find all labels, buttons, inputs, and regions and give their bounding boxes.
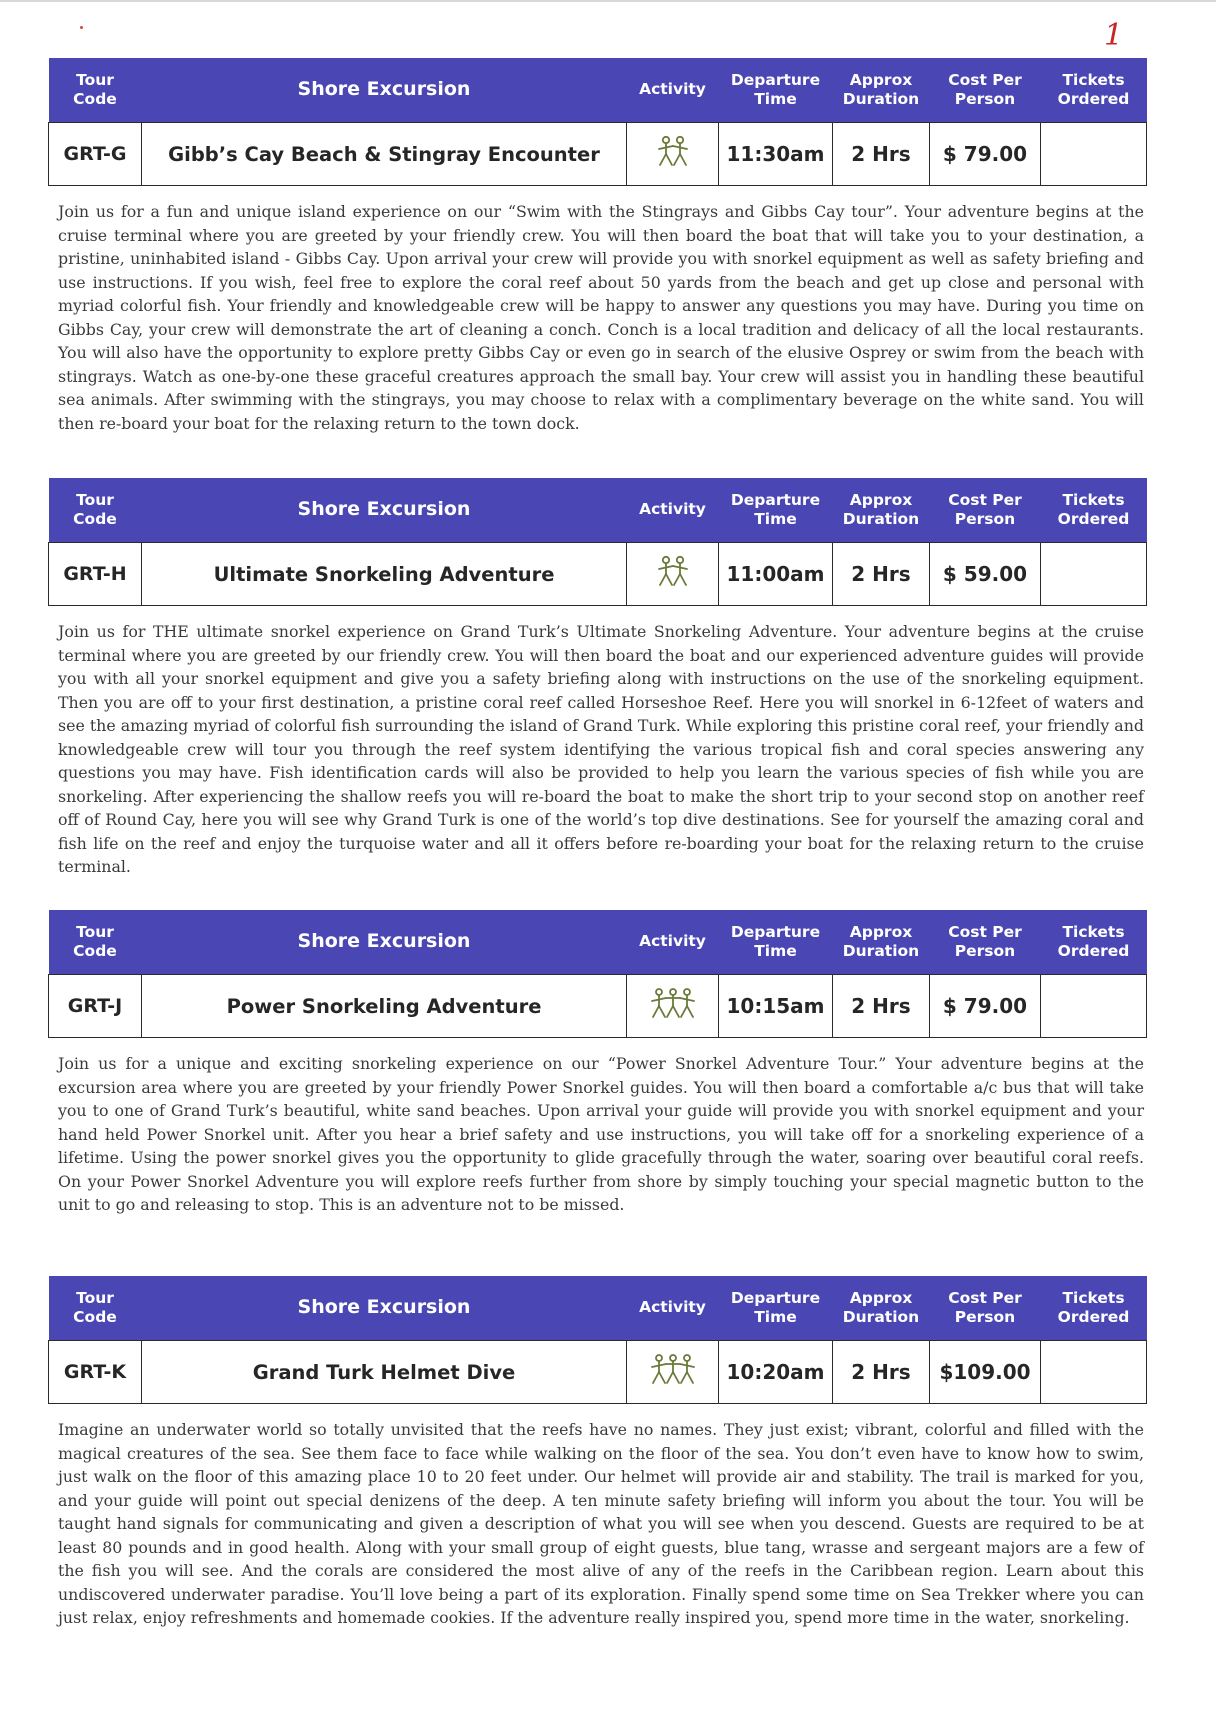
- header-cost-per-person: Cost Per Person: [930, 58, 1041, 123]
- table-row: [49, 1341, 1147, 1404]
- approx-duration: 2 Hrs: [833, 1341, 930, 1404]
- tour-section-grt-k: [48, 1276, 1146, 1630]
- scan-edge: [0, 0, 1216, 2]
- activity-cell: [627, 543, 719, 606]
- tour-section-grt-g: [48, 58, 1146, 435]
- header-activity: Activity: [627, 1276, 719, 1341]
- tour-table: [48, 910, 1147, 1038]
- tickets-ordered-field[interactable]: [1041, 975, 1147, 1038]
- header-cost-per-person: Cost Per Person: [930, 910, 1041, 975]
- departure-time: 10:20am: [719, 1341, 833, 1404]
- cost-per-person: $ 79.00: [930, 123, 1041, 186]
- header-activity: Activity: [627, 478, 719, 543]
- header-tour-code: Tour Code: [49, 910, 142, 975]
- tickets-ordered-field[interactable]: [1041, 123, 1147, 186]
- approx-duration: 2 Hrs: [833, 123, 930, 186]
- header-departure-time: Departure Time: [719, 478, 833, 543]
- tour-code: GRT-K: [49, 1341, 142, 1404]
- tour-code: GRT-H: [49, 543, 142, 606]
- table-header-row: [49, 910, 1147, 975]
- table-row: [49, 975, 1147, 1038]
- three-people-icon: [647, 987, 699, 1026]
- tour-description: Imagine an underwater world so totally unvisited that the reefs have no names. They just exist; vibrant, colorful and filled with the magical creatures of the sea. See them face to face while walking on the floor of the sea. You don’t even have to know how to swim, just walk on the floor of this amazing place 10 to 20 feet under. Our helmet will provide air and stability. The trail is marked for you, and your guide will point out special denizens of the deep. A ten minute safety briefing will inform you about the tour. You will be taught hand signals for communicating and given a description of what you will see when you descend. Guests are required to be at least 80 pounds and in good health. Along with your small group of eight guests, blue tang, wrasse and sergeant majors are a few of the fish you will see. And the corals are considered the most alive of any of the reefs in the Caribbean region. Learn about this undiscovered underwater paradise. You’ll love being a part of its exploration. Finally spend some time on Sea Trekker where you can just relax, enjoy refreshments and homemade cookies. If the adventure really inspired you, spend more time in the water, snorkeling.: [58, 1420, 1144, 1627]
- page-number: 1: [1104, 18, 1124, 53]
- tour-name: Power Snorkeling Adventure: [142, 975, 627, 1038]
- cost-per-person: $ 59.00: [930, 543, 1041, 606]
- header-tour-code: Tour Code: [49, 478, 142, 543]
- approx-duration: 2 Hrs: [833, 543, 930, 606]
- table-header-row: [49, 58, 1147, 123]
- header-tickets-ordered: Tickets Ordered: [1041, 910, 1147, 975]
- header-cost-per-person: Cost Per Person: [930, 1276, 1041, 1341]
- header-tickets-ordered: Tickets Ordered: [1041, 478, 1147, 543]
- header-tour-code: Tour Code: [49, 1276, 142, 1341]
- header-shore-excursion: Shore Excursion: [142, 1276, 627, 1341]
- tour-description: Join us for a unique and exciting snorkeling experience on our “Power Snorkel Adventure Tour.” Your adventure begins at the excursion area where you are greeted by your friendly Power Snorkel guides. You will then board a comfortable a/c bus that will take you to one of Grand Turk’s beautiful, white sand beaches. Upon arrival your guide will provide you with snorkel equipment and your hand held Power Snorkel unit. After you hear a brief safety and use instructions, you will take off for a snorkeling experience of a lifetime. Using the power snorkel gives you the opportunity to glide gracefully through the water, soaring over beautiful coral reefs. On your Power Snorkel Adventure you will explore reefs further from shore by simply touching your special magnetic button to the unit to go and releasing to stop. This is an adventure not to be missed.: [58, 1054, 1144, 1214]
- header-tickets-ordered: Tickets Ordered: [1041, 58, 1147, 123]
- header-approx-duration: Approx Duration: [833, 58, 930, 123]
- header-tour-code: Tour Code: [49, 58, 142, 123]
- three-people-icon: [647, 1353, 699, 1392]
- cost-per-person: $ 79.00: [930, 975, 1041, 1038]
- header-tickets-ordered: Tickets Ordered: [1041, 1276, 1147, 1341]
- header-approx-duration: Approx Duration: [833, 478, 930, 543]
- header-approx-duration: Approx Duration: [833, 1276, 930, 1341]
- tickets-ordered-field[interactable]: [1041, 543, 1147, 606]
- header-activity: Activity: [627, 910, 719, 975]
- header-shore-excursion: Shore Excursion: [142, 478, 627, 543]
- activity-cell: [627, 1341, 719, 1404]
- tour-name: Ultimate Snorkeling Adventure: [142, 543, 627, 606]
- departure-time: 11:30am: [719, 123, 833, 186]
- departure-time: 10:15am: [719, 975, 833, 1038]
- tour-description: Join us for THE ultimate snorkel experience on Grand Turk’s Ultimate Snorkeling Adventure. Your adventure begins at the cruise terminal where you are greeted by our friendly crew. You will then board the boat and our experienced adventure guides will provide you with all your snorkel equipment and give you a safety briefing along with instructions on the use of the snorkeling equipment. Then you are off to your first destination, a pristine coral reef called Horseshoe Reef. Here you will snorkel in 6-12feet of waters and see the amazing myriad of colorful fish surrounding the island of Grand Turk. While exploring this pristine coral reef, your friendly and knowledgeable crew will tour you through the reef system identifying the various tropical fish and coral species answering any questions you may have. Fish identification cards will also be provided to help you learn the various species of fish while you are snorkeling. After experiencing the shallow reefs you will re-board the boat to make the short trip to your second stop on another reef off of Round Cay, here you will see why Grand Turk is one of the world’s top dive destinations. See for yourself the amazing coral and fish life on the reef and enjoy the turquoise water and all it offers before re-boarding your boat for the relaxing return to the cruise terminal.: [58, 622, 1144, 876]
- activity-cell: [627, 123, 719, 186]
- two-people-icon: [653, 555, 693, 594]
- header-cost-per-person: Cost Per Person: [930, 478, 1041, 543]
- scan-mark: [80, 26, 83, 29]
- table-header-row: [49, 1276, 1147, 1341]
- departure-time: 11:00am: [719, 543, 833, 606]
- table-row: [49, 543, 1147, 606]
- tour-table: [48, 58, 1147, 186]
- activity-cell: [627, 975, 719, 1038]
- cost-per-person: $109.00: [930, 1341, 1041, 1404]
- header-shore-excursion: Shore Excursion: [142, 58, 627, 123]
- header-departure-time: Departure Time: [719, 58, 833, 123]
- header-departure-time: Departure Time: [719, 910, 833, 975]
- tour-section-grt-j: [48, 910, 1146, 1217]
- header-activity: Activity: [627, 58, 719, 123]
- header-departure-time: Departure Time: [719, 1276, 833, 1341]
- two-people-icon: [653, 135, 693, 174]
- header-shore-excursion: Shore Excursion: [142, 910, 627, 975]
- tour-section-grt-h: [48, 478, 1146, 879]
- tour-description: Join us for a fun and unique island experience on our “Swim with the Stingrays and Gibbs Cay tour”. Your adventure begins at the cruise terminal where you are greeted by your friendly crew. You will then board the boat that will take you to your destination, a pristine, uninhabited island - Gibbs Cay. Upon arrival your crew will provide you with snorkel equipment as well as safety briefing and use instructions. If you wish, feel free to explore the coral reef about 50 yards from the beach and get up close and personal with myriad colorful fish. Your friendly and knowledgeable crew will be happy to answer any questions you may have. During you time on Gibbs Cay, your crew will demonstrate the art of cleaning a conch. Conch is a local tradition and delicacy of all the local restaurants. You will also have the opportunity to explore pretty Gibbs Cay or even go in search of the elusive Osprey or swim from the beach with stingrays. Watch as one-by-one these graceful creatures approach the small bay. Your crew will assist you in handling these beautiful sea animals. After swimming with the stingrays, you may choose to relax with a complimentary beverage on the white sand. You will then re-board your boat for the relaxing return to the town dock.: [58, 202, 1144, 433]
- table-header-row: [49, 478, 1147, 543]
- tour-code: GRT-J: [49, 975, 142, 1038]
- tour-name: Grand Turk Helmet Dive: [142, 1341, 627, 1404]
- header-approx-duration: Approx Duration: [833, 910, 930, 975]
- table-row: [49, 123, 1147, 186]
- tour-table: [48, 1276, 1147, 1404]
- tour-code: GRT-G: [49, 123, 142, 186]
- tickets-ordered-field[interactable]: [1041, 1341, 1147, 1404]
- tour-table: [48, 478, 1147, 606]
- tour-name: Gibb’s Cay Beach & Stingray Encounter: [142, 123, 627, 186]
- approx-duration: 2 Hrs: [833, 975, 930, 1038]
